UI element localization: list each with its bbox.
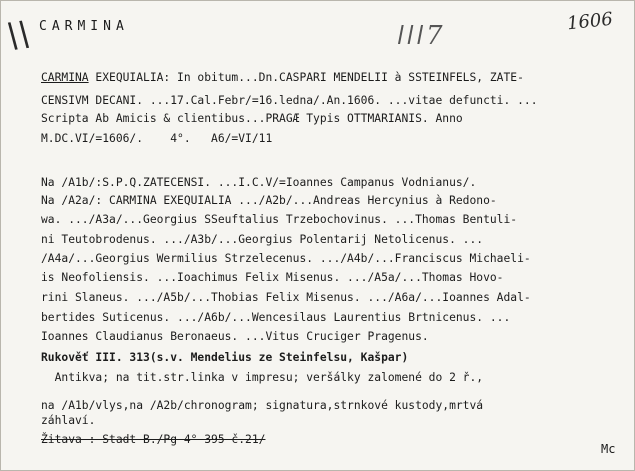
contents-line: Na /A2a/: CARMINA EXEQUIALIA .../A2b/...Andreas Hercynius à Redono- <box>41 194 497 207</box>
contents-line: bertides Suticenus. .../A6b/...Wencesilaus Laurentius Brtnicenus. ... <box>41 311 511 324</box>
title-underlined: CARMINA <box>41 71 89 84</box>
contents-line: Na /A1b/:S.P.Q.ZATECENSI. ...I.C.V/=Ioannes Campanus Vodnianus/. <box>41 176 477 189</box>
contents-line: rini Slaneus. .../A5b/...Thobias Felix Misenus. .../A6a/...Ioannes Adal- <box>41 291 531 304</box>
record-line-3: Scripta Ab Amicis & clientibus...PRAGÆ Typis OTTMARIANIS. Anno <box>41 112 463 125</box>
contents-line: /A4a/...Georgius Wermilius Strzelecenus. .../A4b/...Franciscus Michaeli- <box>41 252 531 265</box>
record-line-2: CENSIVM DECANI. ...17.Cal.Febr/=16.ledna/.An.1606. ...vitae defuncti. ... <box>41 94 538 107</box>
handwritten-year: 1606 <box>566 8 614 35</box>
handwritten-mark: \\ <box>4 13 33 57</box>
record-line-1 <box>41 71 524 85</box>
reference-line: Rukověť III. 313(s.v. Mendelius ze Steinfelsu, Kašpar) <box>41 351 409 364</box>
record-line-4: M.DC.VI/=1606/. 4°. A6/=VI/11 <box>41 132 273 145</box>
notes-line: Antikva; na tit.str.linka v impresu; veršálky zalomené do 2 ř., <box>41 371 484 384</box>
handwritten-signature: ǀǀǀ7 <box>397 21 445 51</box>
corner-mark: Mc <box>601 442 616 456</box>
notes-line: záhlaví. <box>41 414 96 427</box>
card-header-word: CARMINA <box>39 19 129 34</box>
contents-line: is Neofoliensis. ...Ioachimus Felix Misenus. .../A5a/...Thomas Hovo- <box>41 271 504 284</box>
contents-line: wa. .../A3a/...Georgius SSeuftalius Trzebochovinus. ...Thomas Bentuli- <box>41 213 518 226</box>
contents-line: Ioannes Claudianus Beronaeus. ...Vitus Cruciger Pragenus. <box>41 330 429 343</box>
struck-location-line: Žitava : Stadt B./Pg 4° 395 č.21/ <box>41 433 266 446</box>
notes-line: na /A1b/vlys,na /A2b/chronogram; signatura,strnkové kustody,mrtvá <box>41 399 484 412</box>
contents-line: ni Teutobrodenus. .../A3b/...Georgius Polentarij Netolicenus. ... <box>41 233 484 246</box>
title-rest: EXEQUIALIA: In obitum...Dn.CASPARI MENDELII à SSTEINFELS, ZATE- <box>88 71 524 84</box>
